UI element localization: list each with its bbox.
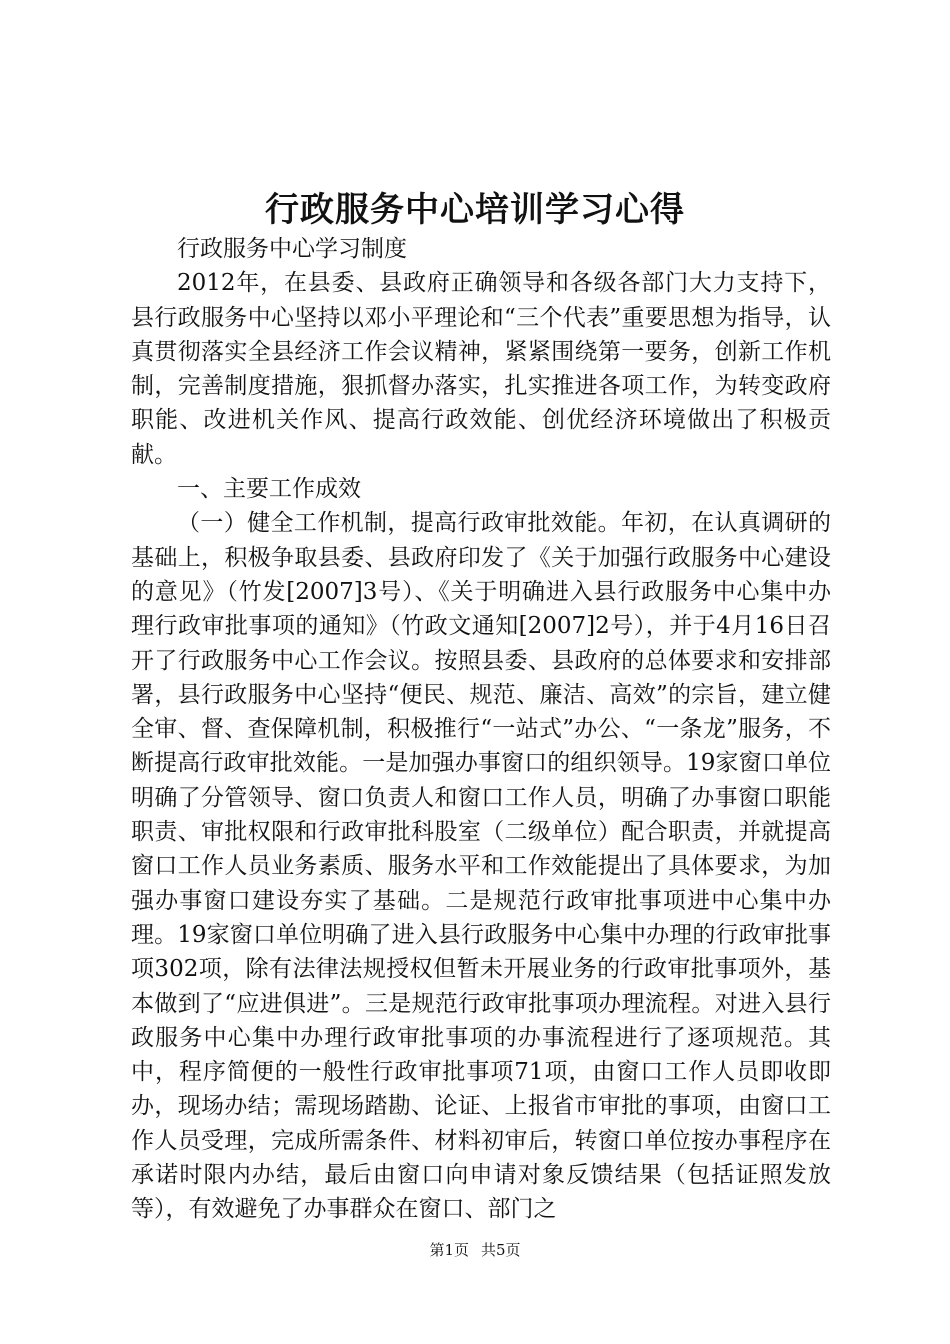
document-title: 行政服务中心培训学习心得 [265, 190, 685, 230]
document-body [131, 232, 831, 1227]
paragraph-main: （一）健全工作机制，提高行政审批效能。年初，在认真调研的基础上，积极争取县委、县政府印发了《关于加强行政服务中心建设的意见》（竹发[2007]3号）、《关于明确进入县行政服务中心集中办理行政审批事项的通知》（竹政文通知[2007]2号），并于4月16日召开了行政服务中心工作会议。按照县委、县政府的总体要求和安排部署，县行政服务中心坚持“便民、规范、廉洁、高效”的宗旨，建立健全审、督、查保障机制，积极推行“一站式”办公、“一条龙”服务，不断提高行政审批效能。一是加强办事窗口的组织领导。19家窗口单位明确了分管领导、窗口负责人和窗口工作人员，明确了办事窗口职能职责、审批权限和行政审批科股室（二级单位）配合职责，并就提高窗口工作人员业务素质、服务水平和工作效能提出了具体要求，为加强办事窗口建设夯实了基础。二是规范行政审批事项进中心集中办理。19家窗口单位明确了进入县行政服务中心集中办理的行政审批事项302项，除有法律法规授权但暂未开展业务的行政审批事项外，基本做到了“应进俱进”。三是规范行政审批事项办理流程。对进入县行政服务中心集中办理行政审批事项的办事流程进行了逐项规范。其中，程序简便的一般性行政审批事项71项，由窗口工作人员即收即办，现场办结；需现场踏勘、论证、上报省市审批的事项，由窗口工作人员受理，完成所需条件、材料初审后，转窗口单位按办事程序在承诺时限内办结，最后由窗口向申请对象反馈结果（包括证照发放等），有效避免了办事群众在窗口、部门之 [131, 510, 831, 1223]
page-total: 共5页 [481, 1241, 521, 1259]
paragraph-subtitle: 行政服务中心学习制度 [177, 236, 407, 262]
section-heading: 一、主要工作成效 [177, 476, 361, 503]
paragraph-intro: 2012年，在县委、县政府正确领导和各级各部门大力支持下，县行政服务中心坚持以邓小平理论和“三个代表”重要思想为指导，认真贯彻落实全县经济工作会议精神，紧紧围绕第一要务，创新工作机制，完善制度措施，狠抓督办落实，扎实推进各项工作，为转变政府职能、改进机关作风、提高行政效能、创优经济环境做出了积极贡献。 [131, 270, 831, 468]
page-footer [0, 1240, 950, 1260]
page-number: 第1页 [429, 1241, 469, 1259]
